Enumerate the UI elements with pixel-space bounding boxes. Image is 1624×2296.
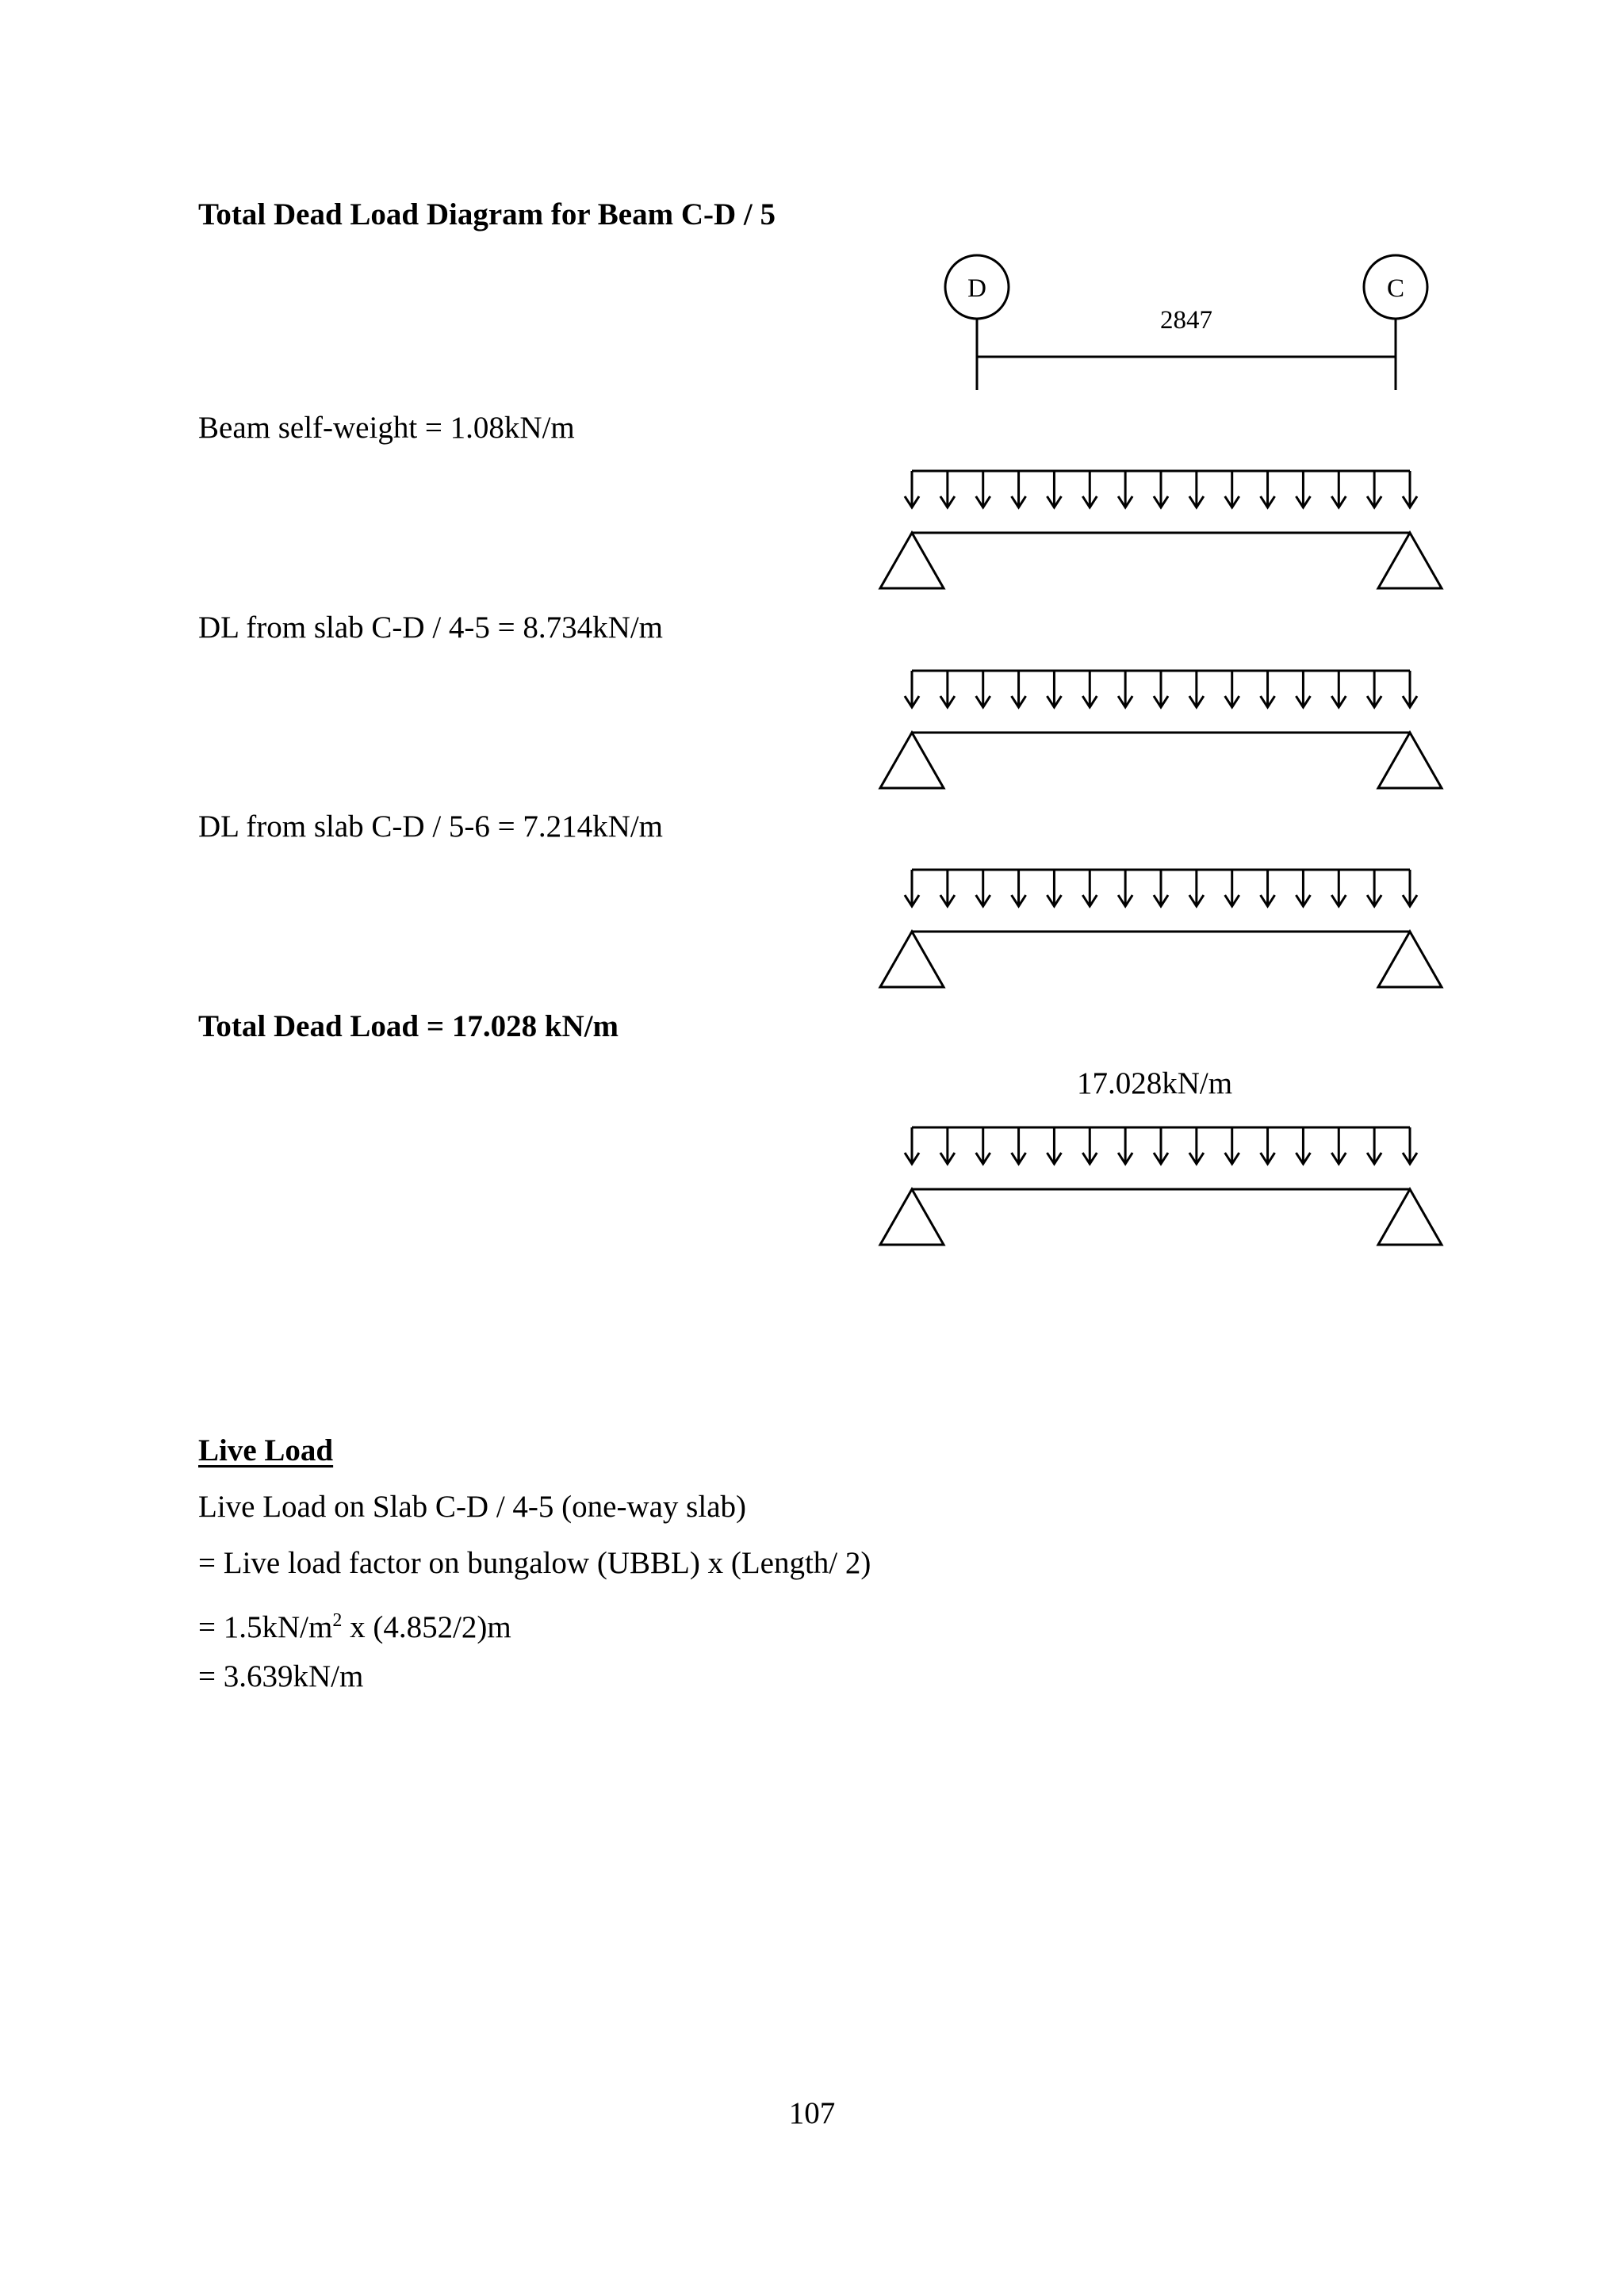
total-load-diagram-label: 17.028kN/m <box>1076 1066 1233 1100</box>
load-arrow <box>1403 471 1417 507</box>
load-arrow <box>905 671 919 707</box>
beam-diagram-slab-5-6 <box>856 859 1459 993</box>
load-arrow <box>1012 471 1026 507</box>
span-length: 2847 <box>1160 306 1212 335</box>
load-arrow <box>1296 671 1310 707</box>
load-arrow <box>1261 1127 1275 1164</box>
grid-label-c: C <box>1386 274 1405 303</box>
load-arrow <box>1189 671 1204 707</box>
load-arrow <box>1331 1127 1346 1164</box>
left-support <box>880 533 944 588</box>
load-label-slab-4-5: DL from slab C-D / 4-5 = 8.734kN/m <box>198 610 663 645</box>
superscript-2: 2 <box>332 1610 343 1631</box>
load-arrow <box>940 870 955 906</box>
load-arrow <box>1012 671 1026 707</box>
grid-label-d: D <box>967 274 986 303</box>
load-arrow <box>1082 870 1097 906</box>
left-support <box>880 1189 944 1245</box>
load-arrow <box>1331 471 1346 507</box>
load-arrow <box>905 1127 919 1164</box>
load-arrow <box>1189 1127 1204 1164</box>
load-arrow <box>1118 870 1132 906</box>
load-arrow <box>1118 1127 1132 1164</box>
right-support <box>1378 533 1442 588</box>
load-arrow <box>1082 471 1097 507</box>
load-arrow <box>976 870 990 906</box>
load-arrow <box>940 1127 955 1164</box>
live-load-result: = 3.639kN/m <box>198 1659 364 1693</box>
load-arrow <box>1367 671 1381 707</box>
load-arrow <box>1403 870 1417 906</box>
load-label-slab-5-6: DL from slab C-D / 5-6 = 7.214kN/m <box>198 809 663 844</box>
right-support <box>1378 733 1442 788</box>
left-support <box>880 733 944 788</box>
load-arrow <box>1367 471 1381 507</box>
load-arrow <box>1118 671 1132 707</box>
beam-diagram-self-weight <box>856 460 1459 595</box>
left-support <box>880 932 944 987</box>
load-arrow <box>1082 671 1097 707</box>
load-arrow <box>1403 1127 1417 1164</box>
load-arrow <box>976 671 990 707</box>
load-arrow <box>1154 1127 1168 1164</box>
live-load-line-3-prefix: = 1.5kN/m <box>198 1610 333 1644</box>
load-arrow <box>1296 870 1310 906</box>
total-load-caption-wrap <box>856 1058 1459 1106</box>
load-arrow <box>1331 870 1346 906</box>
live-load-heading: Live Load <box>198 1433 334 1468</box>
load-arrow <box>1047 870 1061 906</box>
page-number: 107 <box>788 2096 836 2130</box>
load-arrow <box>1261 471 1275 507</box>
load-arrow <box>905 870 919 906</box>
load-arrow <box>1189 870 1204 906</box>
load-arrow <box>1331 671 1346 707</box>
load-arrow <box>1118 471 1132 507</box>
load-arrow <box>976 1127 990 1164</box>
live-load-line-3 <box>198 1601 511 1647</box>
load-arrow <box>905 471 919 507</box>
load-arrow <box>1012 1127 1026 1164</box>
load-arrow <box>1403 671 1417 707</box>
load-arrow <box>1261 870 1275 906</box>
load-arrow <box>1154 870 1168 906</box>
load-arrow <box>1225 671 1239 707</box>
live-load-line-3-suffix: x (4.852/2)m <box>342 1610 511 1644</box>
section-title: Total Dead Load Diagram for Beam C-D / 5 <box>198 197 776 232</box>
load-arrow <box>1047 671 1061 707</box>
load-label-self-weight: Beam self-weight = 1.08kN/m <box>198 411 575 445</box>
live-load-line-2: = Live load factor on bungalow (UBBL) x (Length/ 2) <box>198 1546 871 1580</box>
total-dead-load-label: Total Dead Load = 17.028 kN/m <box>198 1009 619 1043</box>
load-arrow <box>1225 1127 1239 1164</box>
load-arrow <box>976 471 990 507</box>
load-arrow <box>940 671 955 707</box>
load-arrow <box>1225 870 1239 906</box>
beam-diagram-slab-4-5 <box>856 660 1459 794</box>
load-arrow <box>1367 1127 1381 1164</box>
load-arrow <box>1047 1127 1061 1164</box>
live-load-line-1: Live Load on Slab C-D / 4-5 (one-way slab) <box>198 1490 746 1524</box>
load-arrow <box>1047 471 1061 507</box>
right-support <box>1378 1189 1442 1245</box>
load-arrow <box>1154 471 1168 507</box>
load-arrow <box>1261 671 1275 707</box>
load-arrow <box>1082 1127 1097 1164</box>
load-arrow <box>1154 671 1168 707</box>
load-arrow <box>1296 471 1310 507</box>
beam-diagram-total <box>856 1116 1459 1251</box>
load-arrow <box>1012 870 1026 906</box>
load-arrow <box>1367 870 1381 906</box>
span-diagram <box>856 246 1459 396</box>
load-arrow <box>940 471 955 507</box>
right-support <box>1378 932 1442 987</box>
load-arrow <box>1225 471 1239 507</box>
load-arrow <box>1296 1127 1310 1164</box>
load-arrow <box>1189 471 1204 507</box>
